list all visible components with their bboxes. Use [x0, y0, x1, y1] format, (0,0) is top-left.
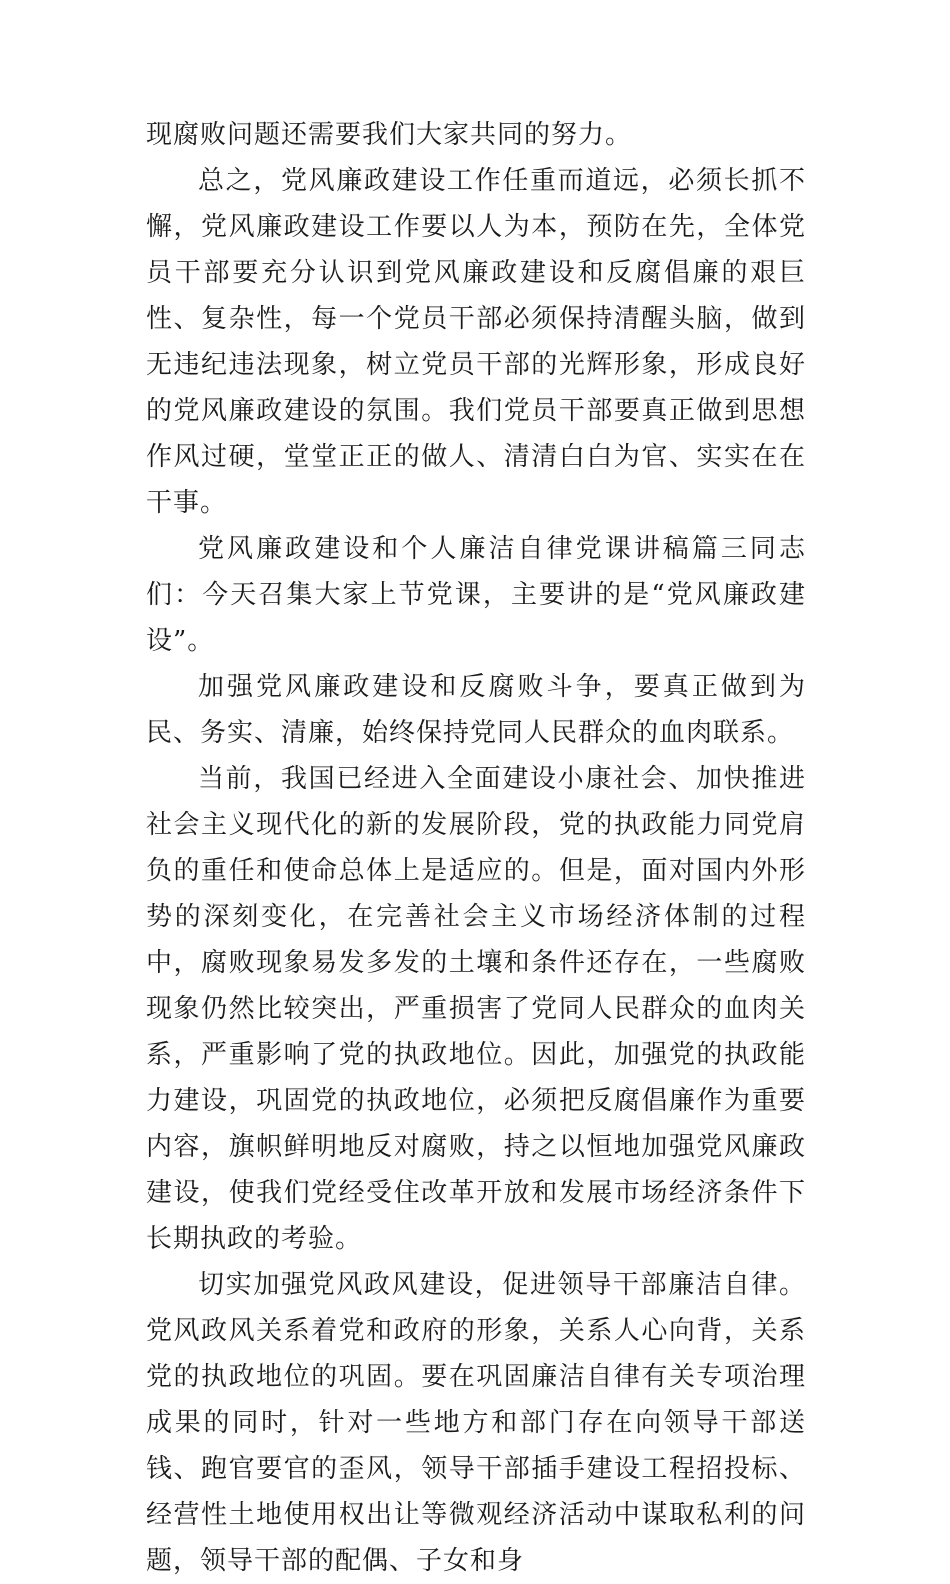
paragraph-3: 党风廉政建设和个人廉洁自律党课讲稿篇三同志们：今天召集大家上节党课，主要讲的是“党风廉政建设”。: [146, 534, 806, 656]
paragraph-5: 当前，我国已经进入全面建设小康社会、加快推进社会主义现代化的新的发展阶段，党的执政能力同党肩负的重任和使命总体上是适应的。但是，面对国内外形势的深刻变化，在完善社会主义市场经济体制的过程中，腐败现象易发多发的土壤和条件还存在，一些腐败现象仍然比较突出，严重损害了党同人民群众的血肉关系，严重影响了党的执政地位。因此，加强党的执政能力建设，巩固党的执政地位，必须把反腐倡廉作为重要内容，旗帜鲜明地反对腐败，持之以恒地加强党风廉政建设，使我们党经受住改革开放和发展市场经济条件下长期执政的考验。: [146, 764, 806, 1254]
paragraph-1: 现腐败问题还需要我们大家共同的努力。: [146, 120, 633, 150]
paragraph-2: 总之，党风廉政建设工作任重而道远，必须长抓不懈，党风廉政建设工作要以人为本，预防在先，全体党员干部要充分认识到党风廉政建设和反腐倡廉的艰巨性、复杂性，每一个党员干部必须保持清醒头脑，做到无违纪违法现象，树立党员干部的光辉形象，形成良好的党风廉政建设的氛围。我们党员干部要真正做到思想作风过硬，堂堂正正的做人、清清白白为官、实实在在干事。: [146, 166, 806, 518]
document-page: [146, 112, 806, 1584]
paragraph-6: 切实加强党风政风建设，促进领导干部廉洁自律。党风政风关系着党和政府的形象，关系人心向背，关系党的执政地位的巩固。要在巩固廉洁自律有关专项治理成果的同时，针对一些地方和部门存在向领导干部送钱、跑官要官的歪风，领导干部插手建设工程招投标、经营性土地使用权出让等微观经济活动中谋取私利的问题，领导干部的配偶、子女和身: [146, 1270, 806, 1576]
paragraph-4: 加强党风廉政建设和反腐败斗争，要真正做到为民、务实、清廉，始终保持党同人民群众的血肉联系。: [146, 672, 806, 748]
